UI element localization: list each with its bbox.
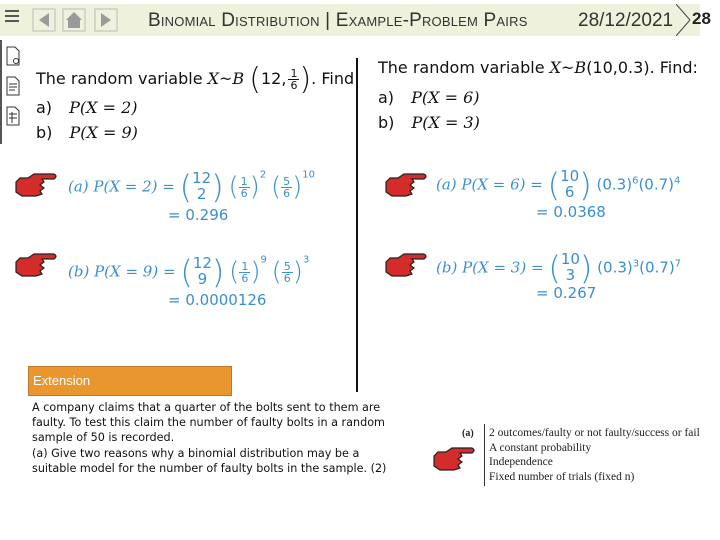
right-sol-a-binom-bottom: 6 [564,183,575,201]
right-a-question: P(X = 6) [411,88,480,107]
left-intro-text: The random variable [36,69,203,88]
left-p-numerator: 1 [290,67,298,80]
right-solution-b: (b) P(X = 3) = ( 10 3 ) $(0.3)^3(0.7)^7$ [436,249,682,287]
left-solution-a-result: = 0.296 [168,206,229,224]
extension-paragraph-1: A company claims that a quarter of the bolts sent to them are faulty. To test this claim the number of faulty bolts in a random sample of 50 is recorded. [32,401,385,445]
back-icon[interactable] [32,8,56,32]
left-n-value: 12 [261,69,282,88]
extension-question-line [32,446,402,476]
left-a-question: P(X = 2) [69,98,138,117]
top-bar [0,0,720,40]
date-label: 28/12/2021 [578,10,674,31]
mark-scheme-part: (a) [462,428,474,439]
mark-scheme-line: Independence [489,456,553,468]
right-sol-a-prefix: (a) P(X = 6) = [436,175,543,194]
pointing-hand-icon[interactable] [384,172,430,200]
mark-scheme-line: Fixed number of trials (fixed n) [489,470,635,483]
right-distribution: X~B [549,58,587,77]
document-icon[interactable] [5,76,21,96]
left-question-b [36,123,138,142]
left-sol-b-binom-top: 12 [192,254,212,273]
left-b-question: P(X = 9) [69,123,138,142]
left-sol-a-f2-num: 5 [283,174,291,188]
right-problem-statement [378,58,698,77]
right-sol-b-binom-top: 10 [560,250,580,269]
left-sol-b-f1-den: 6 [241,271,249,285]
left-problem-statement: The random variable X~B (12, $\frac{1}{6}$ ). Find: [36,62,360,97]
title-text: Binomial Distribution | Example-Problem Pairs [148,10,528,31]
right-solution-a-result: = 0.0368 [536,203,606,221]
left-sol-b-binom-bottom: 9 [197,270,208,288]
left-solution-a: (a) P(X = 2) = ( 12 2 ) ( $\frac{1}{6}$ )$^2$ ( $\frac{5}{6}$ )$^{10}$ [68,168,316,206]
right-intro-text: The random variable [378,58,545,77]
left-sol-b-f2-den: 6 [283,271,291,285]
pointing-hand-icon[interactable] [14,172,60,200]
left-sol-a-f2-den: 6 [283,186,291,200]
right-find-text: . Find: [649,58,698,77]
right-b-question: P(X = 3) [411,113,480,132]
right-sol-a-pow2: 4 [674,175,681,187]
right-sol-a-term1: (0.3) [596,175,633,194]
left-sol-b-f2-pow: 3 [302,254,310,266]
right-sol-b-term2: (0.7) [639,258,675,277]
pointing-hand-icon[interactable] [384,252,430,280]
left-find-text: . Find: [311,69,360,88]
left-sol-a-f1-pow: 2 [259,169,267,181]
left-sol-b-f1-num: 1 [241,259,249,273]
extension-label: Extension [33,373,91,388]
left-sol-b-f2-num: 5 [283,259,291,273]
left-distribution: X~B [207,69,245,88]
menu-icon[interactable] [4,6,20,26]
extension-paragraph-2: (a) Give two reasons why a binomial distribution may be a suitable model for the number of faulty bolts in the sample. [32,446,368,475]
right-sol-b-term1: (0.3) [597,258,633,277]
left-sol-b-f1-pow: 9 [260,254,267,266]
mark-scheme-rule [484,424,485,486]
left-sol-a-f1-den: 6 [240,186,248,200]
mark-scheme [462,424,720,488]
left-question-a [36,98,138,117]
left-sol-a-f2-pow: 10 [302,169,316,181]
left-solution-b-result: = 0.0000126 [168,291,267,309]
left-sol-a-f1-num: 1 [240,174,248,188]
left-sol-b-prefix: (b) P(X = 9) = [68,262,176,281]
left-b-label: b) [36,123,53,142]
right-sol-b-prefix: (b) P(X = 3) = [436,258,544,277]
page-title [148,10,528,32]
left-sol-a-prefix: (a) P(X = 2) = [68,177,175,196]
right-b-label: b) [378,113,395,132]
page-number: 28 [692,9,711,28]
table-icon[interactable] [5,106,21,126]
right-params: (10,0.3) [586,58,650,77]
left-solution-b: (b) P(X = 9) = ( 12 9 ) ( $\frac{1}{6}$ )$^9$ ( $\frac{5}{6}$ )$^3$ [68,253,310,291]
forward-icon[interactable] [94,8,118,32]
right-sol-a-pow1: 6 [632,175,639,187]
right-sol-a-term2: (0.7) [638,175,674,194]
right-sol-a-binom-top: 10 [560,167,580,186]
left-p-denominator: 6 [290,79,298,92]
extension-banner [28,366,232,396]
right-solution-b-result: = 0.267 [536,284,597,302]
extension-marks: (2) [370,461,387,475]
home-icon[interactable] [62,8,86,32]
mark-scheme-list [489,426,700,484]
left-a-label: a) [36,98,53,117]
right-question-b [378,113,480,132]
left-sol-a-binom-bottom: 2 [196,185,207,203]
right-question-a [378,88,480,107]
right-solution-a: (a) P(X = 6) = ( 10 6 ) $(0.3)^6(0.7)^4$ [436,166,681,204]
mark-scheme-line: 2 outcomes/faulty or not faulty/success or fail [489,427,700,439]
page-icon[interactable] [5,46,21,66]
column-divider [356,58,358,392]
right-sol-b-pow1: 3 [632,258,640,270]
side-bar-line [0,40,2,144]
right-a-label: a) [378,88,395,107]
extension-text [32,400,402,476]
mark-scheme-line: A constant probability [489,441,592,454]
left-sol-a-binom-top: 12 [192,169,212,188]
right-sol-b-binom-bottom: 3 [565,266,576,284]
pointing-hand-icon[interactable] [14,252,60,280]
right-sol-b-pow2: 7 [674,258,682,270]
